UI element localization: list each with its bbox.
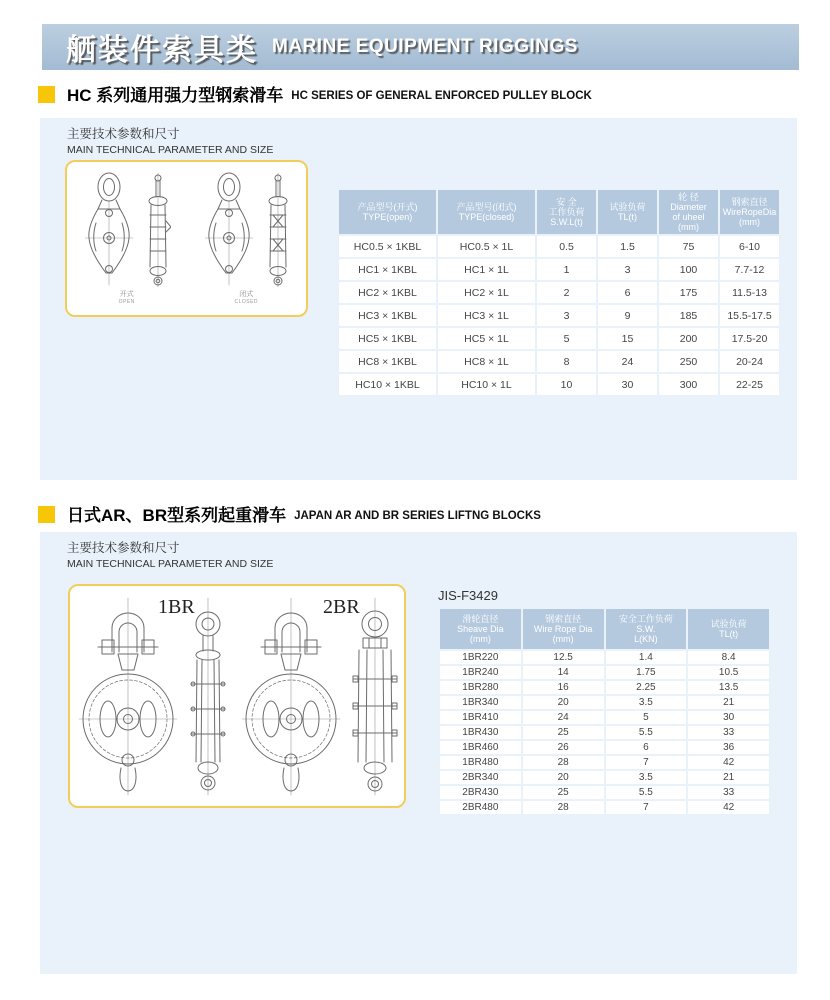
column-header-line: S.W. xyxy=(636,623,656,634)
table-cell: 1BR410 xyxy=(440,711,521,724)
table-cell: 7.7-12 xyxy=(720,259,779,280)
table-header-row xyxy=(339,190,779,234)
column-header-line: 滑轮直径 xyxy=(462,613,499,624)
column-header-line: TL(t) xyxy=(719,629,739,639)
section2-title-zh: 日式AR、BR型系列起重滑车 xyxy=(67,506,287,525)
table-row xyxy=(440,726,769,739)
column-header-line: 钢索直径 xyxy=(545,613,582,624)
table-cell: 20 xyxy=(523,771,604,784)
table-cell: 3 xyxy=(598,259,657,280)
table-cell: HC0.5 × 1L xyxy=(438,236,535,257)
table-cell: 6 xyxy=(606,741,687,754)
table-cell: HC3 × 1L xyxy=(438,305,535,326)
hc-pulley-figure xyxy=(65,160,308,317)
table-row xyxy=(440,681,769,694)
column-header xyxy=(688,609,769,649)
table-cell: 10 xyxy=(537,374,596,395)
column-header-line: 工作负荷 xyxy=(548,207,585,218)
table-cell: 1.75 xyxy=(606,666,687,679)
table-cell: 9 xyxy=(598,305,657,326)
table-cell: 22-25 xyxy=(720,374,779,395)
column-header-line: WireRopeDia xyxy=(722,207,777,218)
column-header xyxy=(606,609,687,649)
table-cell: 1BR480 xyxy=(440,756,521,769)
column-header-line: (mm) xyxy=(678,222,699,233)
table-cell: 26 xyxy=(523,741,604,754)
table-cell: 33 xyxy=(688,786,769,799)
hc-closed-label-en: CLOSED xyxy=(234,299,259,306)
section2-subtitle-en: MAIN TECHNICAL PARAMETER AND SIZE xyxy=(67,558,274,570)
table-row xyxy=(339,351,779,372)
table-cell: 28 xyxy=(523,801,604,814)
table-cell: 17.5-20 xyxy=(720,328,779,349)
table-cell: 2BR340 xyxy=(440,771,521,784)
br-blocks-figure xyxy=(68,584,406,808)
table-cell: 185 xyxy=(659,305,718,326)
br1-front-drawing xyxy=(76,594,180,799)
column-header xyxy=(537,190,596,234)
column-header-line: (mm) xyxy=(469,634,491,645)
table-cell: 42 xyxy=(688,756,769,769)
table-cell: 15 xyxy=(598,328,657,349)
jis-standard-label: JIS-F3429 xyxy=(438,588,498,603)
hc-closed-front-drawing xyxy=(202,171,256,289)
section2-title-en: JAPAN AR AND BR SERIES LIFTNG BLOCKS xyxy=(294,510,541,523)
column-header-line: 安全工作负荷 xyxy=(618,613,673,624)
column-header-line: 产品型号(闭式) xyxy=(456,202,517,213)
table-cell: 8.4 xyxy=(688,651,769,664)
table-cell: 6 xyxy=(598,282,657,303)
table-cell: 250 xyxy=(659,351,718,372)
table-cell: 15.5-17.5 xyxy=(720,305,779,326)
table-cell: HC2 × 1L xyxy=(438,282,535,303)
column-header-line: S.W.L(t) xyxy=(550,217,583,228)
table-row xyxy=(339,236,779,257)
column-header-line: TL(t) xyxy=(618,212,637,223)
table-cell: 21 xyxy=(688,696,769,709)
table-row xyxy=(440,771,769,784)
table-cell: 25 xyxy=(523,786,604,799)
column-header-line: Diameter xyxy=(670,202,707,213)
table-cell: 36 xyxy=(688,741,769,754)
table-cell: HC8 × 1L xyxy=(438,351,535,372)
banner-title-en: MARINE EQUIPMENT RIGGINGS xyxy=(272,36,578,57)
table-cell: 42 xyxy=(688,801,769,814)
table-cell: 12.5 xyxy=(523,651,604,664)
column-header-line: Wire Rope Dia xyxy=(533,623,593,634)
table-cell: 33 xyxy=(688,726,769,739)
column-header xyxy=(440,609,521,649)
section1-heading xyxy=(38,86,592,104)
section1-subtitle-en: MAIN TECHNICAL PARAMETER AND SIZE xyxy=(67,144,274,156)
page-banner xyxy=(42,24,799,70)
column-header xyxy=(598,190,657,234)
section1-title-zh: HC 系列通用强力型钢索滑车 xyxy=(67,86,284,105)
table-cell: 28 xyxy=(523,756,604,769)
table-cell: HC3 × 1KBL xyxy=(339,305,436,326)
table-cell: 24 xyxy=(523,711,604,724)
table-cell: 5.5 xyxy=(606,726,687,739)
column-header-line: TYPE(open) xyxy=(362,212,413,223)
table-row xyxy=(440,756,769,769)
section2-panel xyxy=(40,532,797,974)
column-header-line: (mm) xyxy=(739,217,760,228)
column-header xyxy=(523,609,604,649)
table-cell: 10.5 xyxy=(688,666,769,679)
table-cell: 20-24 xyxy=(720,351,779,372)
table-cell: 1BR460 xyxy=(440,741,521,754)
br1-side-drawing xyxy=(189,594,227,799)
table-cell: 100 xyxy=(659,259,718,280)
table-cell: 2BR480 xyxy=(440,801,521,814)
table-cell: 300 xyxy=(659,374,718,395)
table-cell: HC10 × 1KBL xyxy=(339,374,436,395)
table-cell: 1.5 xyxy=(598,236,657,257)
table-cell: 200 xyxy=(659,328,718,349)
table-cell: 5.5 xyxy=(606,786,687,799)
hc-open-pair xyxy=(82,171,171,315)
section2-subtitle-zh: 主要技术参数和尺寸 xyxy=(67,541,180,555)
section2-subtitle xyxy=(67,538,273,570)
table-cell: 6-10 xyxy=(720,236,779,257)
table-cell: 75 xyxy=(659,236,718,257)
br2-front-drawing xyxy=(239,594,343,799)
section1-panel xyxy=(40,118,797,480)
section1-subtitle xyxy=(67,124,273,156)
table-cell: 21 xyxy=(688,771,769,784)
column-header-line: 产品型号(开式) xyxy=(357,202,418,213)
table-cell: 24 xyxy=(598,351,657,372)
banner-title-zh: 舾装件索具类 xyxy=(66,34,258,67)
table-cell: HC2 × 1KBL xyxy=(339,282,436,303)
table-cell: 1BR340 xyxy=(440,696,521,709)
br-parameter-table xyxy=(438,607,771,816)
table-cell: 7 xyxy=(606,756,687,769)
hc-open-label-en: OPEN xyxy=(118,299,135,306)
column-header xyxy=(720,190,779,234)
yellow-bullet-icon xyxy=(38,86,55,103)
table-header-row xyxy=(440,609,769,649)
table-cell: 13.5 xyxy=(688,681,769,694)
table-row xyxy=(440,696,769,709)
column-header xyxy=(659,190,718,234)
hc-closed-side-drawing xyxy=(265,171,291,289)
table-cell: HC5 × 1KBL xyxy=(339,328,436,349)
column-header-line: Sheave Dia xyxy=(457,623,504,634)
table-cell: 175 xyxy=(659,282,718,303)
br2-pair xyxy=(239,594,398,806)
table-cell: 5 xyxy=(537,328,596,349)
br2-side-drawing xyxy=(352,594,398,799)
br1-pair xyxy=(76,594,227,806)
table-cell: 30 xyxy=(598,374,657,395)
table-cell: HC1 × 1KBL xyxy=(339,259,436,280)
hc-parameter-table xyxy=(337,188,781,397)
table-cell: 11.5-13 xyxy=(720,282,779,303)
table-cell: 3.5 xyxy=(606,696,687,709)
table-cell: 3 xyxy=(537,305,596,326)
table-cell: 2.25 xyxy=(606,681,687,694)
table-row xyxy=(440,741,769,754)
table-cell: 1BR220 xyxy=(440,651,521,664)
column-header-line: 钢索直径 xyxy=(731,197,768,208)
column-header-line: L(KN) xyxy=(634,634,658,645)
table-cell: 8 xyxy=(537,351,596,372)
hc-open-label-zh: 开式 xyxy=(119,291,134,298)
table-cell: HC0.5 × 1KBL xyxy=(339,236,436,257)
section2-heading xyxy=(38,506,541,524)
table-row xyxy=(339,282,779,303)
table-cell: 20 xyxy=(523,696,604,709)
column-header-line: (mm) xyxy=(552,634,574,645)
table-row xyxy=(440,786,769,799)
column-header-line: 轮 径 xyxy=(678,192,699,202)
table-cell: 25 xyxy=(523,726,604,739)
br2-label: 2BR xyxy=(323,596,360,618)
table-cell: 3.5 xyxy=(606,771,687,784)
table-row xyxy=(339,328,779,349)
table-row xyxy=(339,374,779,395)
table-cell: 1BR280 xyxy=(440,681,521,694)
hc-closed-pair xyxy=(202,171,291,315)
column-header-line: of uheel xyxy=(672,212,705,223)
table-row xyxy=(440,801,769,814)
table-cell: HC10 × 1L xyxy=(438,374,535,395)
yellow-bullet-icon xyxy=(38,506,55,523)
hc-closed-label xyxy=(234,291,258,305)
hc-open-side-drawing xyxy=(145,171,171,289)
table-cell: 0.5 xyxy=(537,236,596,257)
column-header-line: TYPE(closed) xyxy=(458,212,515,223)
column-header-line: 试验负荷 xyxy=(609,202,646,213)
column-header xyxy=(339,190,436,234)
table-cell: HC5 × 1L xyxy=(438,328,535,349)
table-row xyxy=(440,651,769,664)
column-header xyxy=(438,190,535,234)
hc-open-front-drawing xyxy=(82,171,136,289)
table-cell: 1.4 xyxy=(606,651,687,664)
table-cell: 14 xyxy=(523,666,604,679)
table-cell: 16 xyxy=(523,681,604,694)
hc-open-label xyxy=(119,291,135,305)
table-row xyxy=(440,666,769,679)
table-cell: 1 xyxy=(537,259,596,280)
table-cell: 1BR240 xyxy=(440,666,521,679)
br1-label: 1BR xyxy=(158,596,195,618)
table-cell: 7 xyxy=(606,801,687,814)
section1-title-en: HC SERIES OF GENERAL ENFORCED PULLEY BLOCK xyxy=(291,90,592,103)
table-row xyxy=(440,711,769,724)
table-cell: 30 xyxy=(688,711,769,724)
table-row xyxy=(339,259,779,280)
column-header-line: 安 全 xyxy=(556,197,577,208)
column-header-line: 试验负荷 xyxy=(710,618,747,629)
table-cell: 1BR430 xyxy=(440,726,521,739)
table-row xyxy=(339,305,779,326)
table-cell: HC8 × 1KBL xyxy=(339,351,436,372)
table-cell: 2 xyxy=(537,282,596,303)
section1-subtitle-zh: 主要技术参数和尺寸 xyxy=(67,127,180,141)
table-cell: 2BR430 xyxy=(440,786,521,799)
table-cell: HC1 × 1L xyxy=(438,259,535,280)
hc-closed-label-zh: 闭式 xyxy=(239,291,254,298)
table-cell: 5 xyxy=(606,711,687,724)
